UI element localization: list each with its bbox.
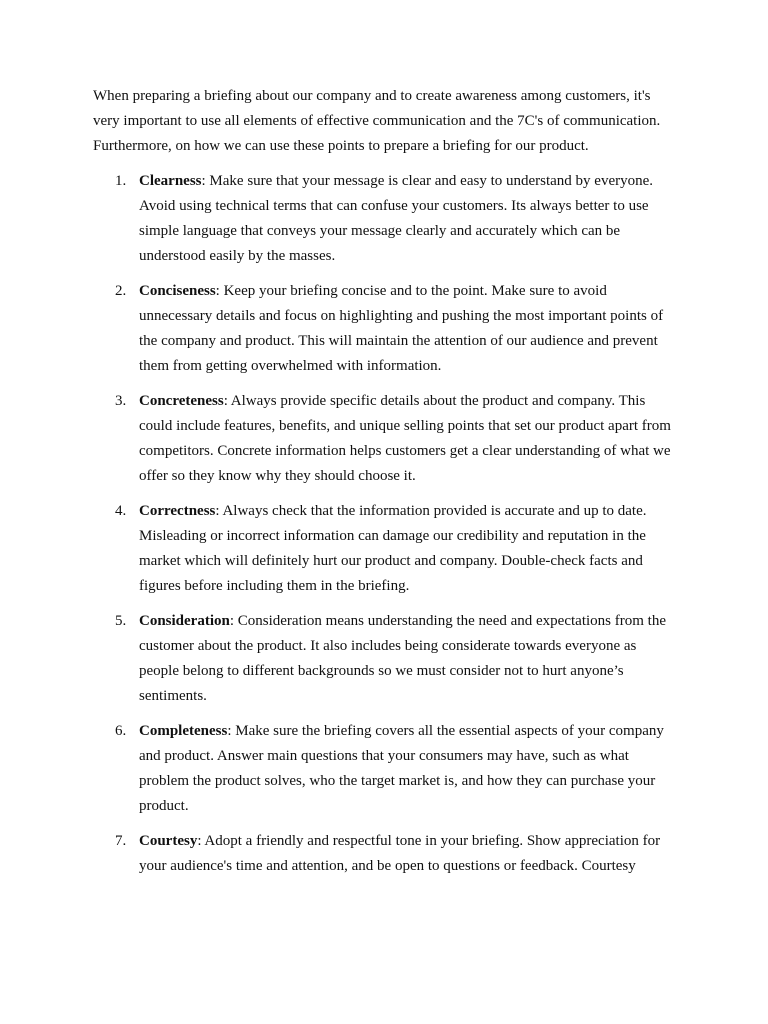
list-item-text: : Make sure that your message is clear and easy to understand by everyone. Avoid using technical terms that can confuse your customers. Its always better to use simple language that conveys your message clearly and accurately which can be understood easily by the masses. — [139, 173, 654, 264]
list-item-consideration — [93, 609, 678, 709]
list-item-text: : Make sure the briefing covers all the essential aspects of your company and product. Answer main questions that your consumers may have, such as what problem the product solves, who the target market is, and how they can purchase your product. — [139, 723, 664, 814]
list-item-term: Completeness — [139, 723, 228, 739]
list-item-clearness — [93, 169, 678, 269]
list-item-text: : Consideration means understanding the need and expectations from the customer about the product. It also includes being considerate towards everyone as people belong to different backgrounds so we must consider not to hurt anyone’s sentiments. — [139, 613, 666, 704]
list-item-correctness — [93, 499, 678, 599]
list-item-courtesy — [93, 829, 678, 879]
list-item-term: Consideration — [139, 613, 230, 629]
list-item-text: : Always provide specific details about the product and company. This could include features, benefits, and unique selling points that set our product apart from competitors. Concrete information helps customers get a clear understanding of what we offer so they know why they should choose it. — [139, 393, 671, 484]
intro-paragraph: When preparing a briefing about our company and to create awareness among customers, it's very important to use all elements of effective communication and the 7C's of communication. Furthermore, on how we can use these points to prepare a briefing for our product. — [93, 88, 661, 154]
list-item-term: Clearness — [139, 173, 202, 189]
list-item-number: 6. — [115, 723, 127, 739]
list-item-number: 7. — [115, 833, 127, 849]
list-item-term: Courtesy — [139, 833, 198, 849]
list-item-term: Conciseness — [139, 283, 216, 299]
list-item-number: 4. — [115, 503, 127, 519]
document-page — [93, 84, 678, 889]
list-item-text: : Keep your briefing concise and to the point. Make sure to avoid unnecessary details and focus on highlighting and pushing the most important points of the company and product. This will maintain the attention of our audience and prevent them from getting overwhelmed with information. — [139, 283, 664, 374]
list-item-completeness — [93, 719, 678, 819]
list-item-text: : Adopt a friendly and respectful tone in your briefing. Show appreciation for your audience's time and attention, and be open to questions or feedback. Courtesy — [139, 833, 661, 874]
list-item-term: Concreteness — [139, 393, 224, 409]
list-item-number: 1. — [115, 173, 127, 189]
list-item-text: : Always check that the information provided is accurate and up to date. Misleading or incorrect information can damage our credibility and reputation in the market which will definitely hurt our product and company. Double-check facts and figures before including them in the briefing. — [139, 503, 647, 594]
list-item-number: 3. — [115, 393, 127, 409]
list-item-number: 5. — [115, 613, 127, 629]
list-item-concreteness — [93, 389, 678, 489]
list-item-number: 2. — [115, 283, 127, 299]
seven-cs-list — [93, 169, 678, 879]
list-item-conciseness — [93, 279, 678, 379]
list-item-term: Correctness — [139, 503, 216, 519]
